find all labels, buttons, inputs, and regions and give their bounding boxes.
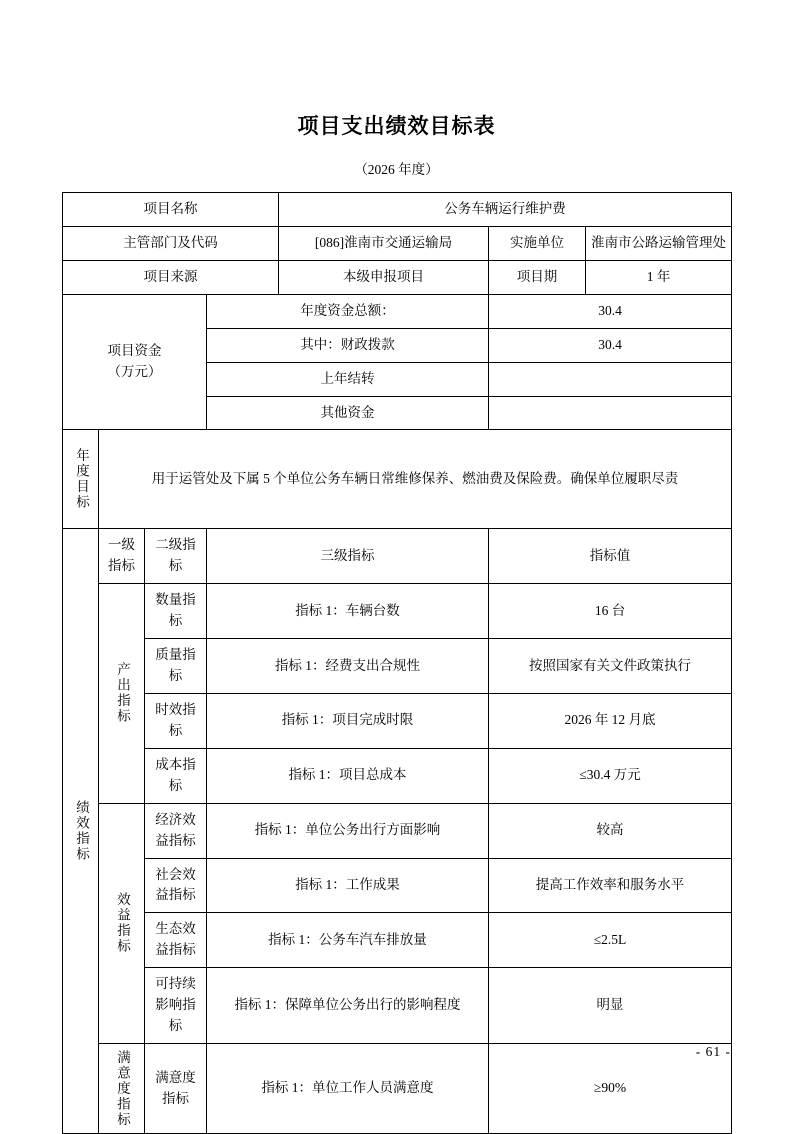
indicator-level3-1-2: 指标 1：公务车汽车排放量 xyxy=(207,913,489,968)
indicator-level2-0-1: 质量指标 xyxy=(145,639,207,694)
indicator-value-0-3: ≤30.4 万元 xyxy=(489,748,732,803)
indicator-level2-0-3: 成本指标 xyxy=(145,748,207,803)
indicator-level3-0-2: 指标 1：项目完成时限 xyxy=(207,693,489,748)
funds-row-value-1: 30.4 xyxy=(489,328,732,362)
department-label-text: 主管部门及代码 xyxy=(123,234,218,250)
table-row-indicator xyxy=(63,748,732,803)
indicator-header-value: 指标值 xyxy=(489,529,732,584)
table-row-indicator xyxy=(63,584,732,639)
implementing-unit-label: 实施单位 xyxy=(489,227,586,260)
funds-row-name-0: 年度资金总额： xyxy=(207,294,489,328)
page-subtitle: （2026 年度） xyxy=(354,162,439,177)
table-row-indicator xyxy=(63,968,732,1044)
indicator-header-level3: 三级指标 xyxy=(207,529,489,584)
indicator-level2-1-1: 社会效益指标 xyxy=(145,858,207,913)
indicator-value-1-0: 较高 xyxy=(489,803,732,858)
table-row-indicator xyxy=(63,913,732,968)
table-row-indicator xyxy=(63,803,732,858)
table-row-indicator-header xyxy=(63,529,732,584)
indicator-level3-0-3: 指标 1：项目总成本 xyxy=(207,748,489,803)
funds-label-line1: 项目资金 xyxy=(107,343,162,359)
indicator-level3-1-1: 指标 1：工作成果 xyxy=(207,858,489,913)
indicator-value-1-3: 明显 xyxy=(489,968,732,1044)
project-name-value: 公务车辆运行维护费 xyxy=(279,193,732,227)
indicator-level2-0-2: 时效指标 xyxy=(145,693,207,748)
project-name-label: 项目名称 xyxy=(63,193,279,227)
table-row-annual-goal xyxy=(63,430,732,529)
indicator-value-0-1: 按照国家有关文件政策执行 xyxy=(489,639,732,694)
indicator-value-1-2: ≤2.5L xyxy=(489,913,732,968)
indicator-level3-1-3: 指标 1：保障单位公务出行的影响程度 xyxy=(207,968,489,1044)
indicator-level3-0-0: 指标 1：车辆台数 xyxy=(207,584,489,639)
indicator-level2-0-0: 数量指标 xyxy=(145,584,207,639)
table-row-indicator xyxy=(63,693,732,748)
implementing-unit-value: 淮南市公路运输管理处 xyxy=(591,234,726,250)
department-value: [086]淮南市交通运输局 xyxy=(279,226,489,260)
table-row-funds-total xyxy=(63,294,732,328)
project-period-label: 项目期 xyxy=(489,261,586,294)
funds-row-name-2: 上年结转 xyxy=(207,362,489,396)
annual-goal-text: 用于运管处及下属 5 个单位公务车辆日常维修保养、燃油费及保险费。确保单位履职尽责 xyxy=(99,430,732,529)
indicator-level3-0-1: 指标 1：经费支出合规性 xyxy=(207,639,489,694)
performance-target-table xyxy=(62,192,732,1134)
funds-label-line2: （万元） xyxy=(107,364,162,380)
page-number: - 61 - xyxy=(695,1044,731,1059)
indicator-level2-2-0: 满意度指标 xyxy=(145,1043,207,1134)
table-row-indicator xyxy=(63,858,732,913)
funds-row-value-0: 30.4 xyxy=(489,294,732,328)
funds-row-value-3 xyxy=(489,396,732,430)
indicator-group-label-2: 满意度指标 xyxy=(99,1043,145,1134)
table-row-department xyxy=(63,226,732,260)
indicator-level2-1-2: 生态效益指标 xyxy=(145,913,207,968)
annual-goal-label: 年度目标 xyxy=(63,430,99,529)
table-row-indicator xyxy=(63,639,732,694)
funds-row-value-2 xyxy=(489,362,732,396)
indicator-level2-1-3: 可持续影响指标 xyxy=(145,968,207,1044)
indicator-value-0-0: 16 台 xyxy=(489,584,732,639)
indicators-section-label: 绩效指标 xyxy=(63,529,99,1134)
table-row-project-source xyxy=(63,260,732,294)
indicator-level3-1-0: 指标 1：单位公务出行方面影响 xyxy=(207,803,489,858)
indicator-value-1-1: 提高工作效率和服务水平 xyxy=(489,858,732,913)
indicator-header-level2: 二级指标 xyxy=(145,529,207,584)
indicator-value-2-0: ≥90% xyxy=(489,1043,732,1134)
indicator-header-level1: 一级指标 xyxy=(99,529,145,584)
indicator-group-label-1: 效益指标 xyxy=(99,803,145,1043)
indicator-value-0-2: 2026 年 12 月底 xyxy=(489,693,732,748)
table-row-project-name xyxy=(63,193,732,227)
indicator-level3-2-0: 指标 1：单位工作人员满意度 xyxy=(207,1043,489,1134)
funds-row-name-3: 其他资金 xyxy=(207,396,489,430)
funds-row-name-1: 其中：财政拨款 xyxy=(207,328,489,362)
department-label xyxy=(63,226,279,260)
funds-label xyxy=(63,294,207,430)
indicator-level2-1-0: 经济效益指标 xyxy=(145,803,207,858)
project-period-value: 1 年 xyxy=(646,268,671,284)
indicator-group-label-0: 产出指标 xyxy=(99,584,145,803)
project-source-label: 项目来源 xyxy=(63,260,279,294)
project-source-value: 本级申报项目 xyxy=(279,260,489,294)
table-row-indicator xyxy=(63,1043,732,1134)
page-title: 项目支出绩效目标表 xyxy=(297,114,496,138)
